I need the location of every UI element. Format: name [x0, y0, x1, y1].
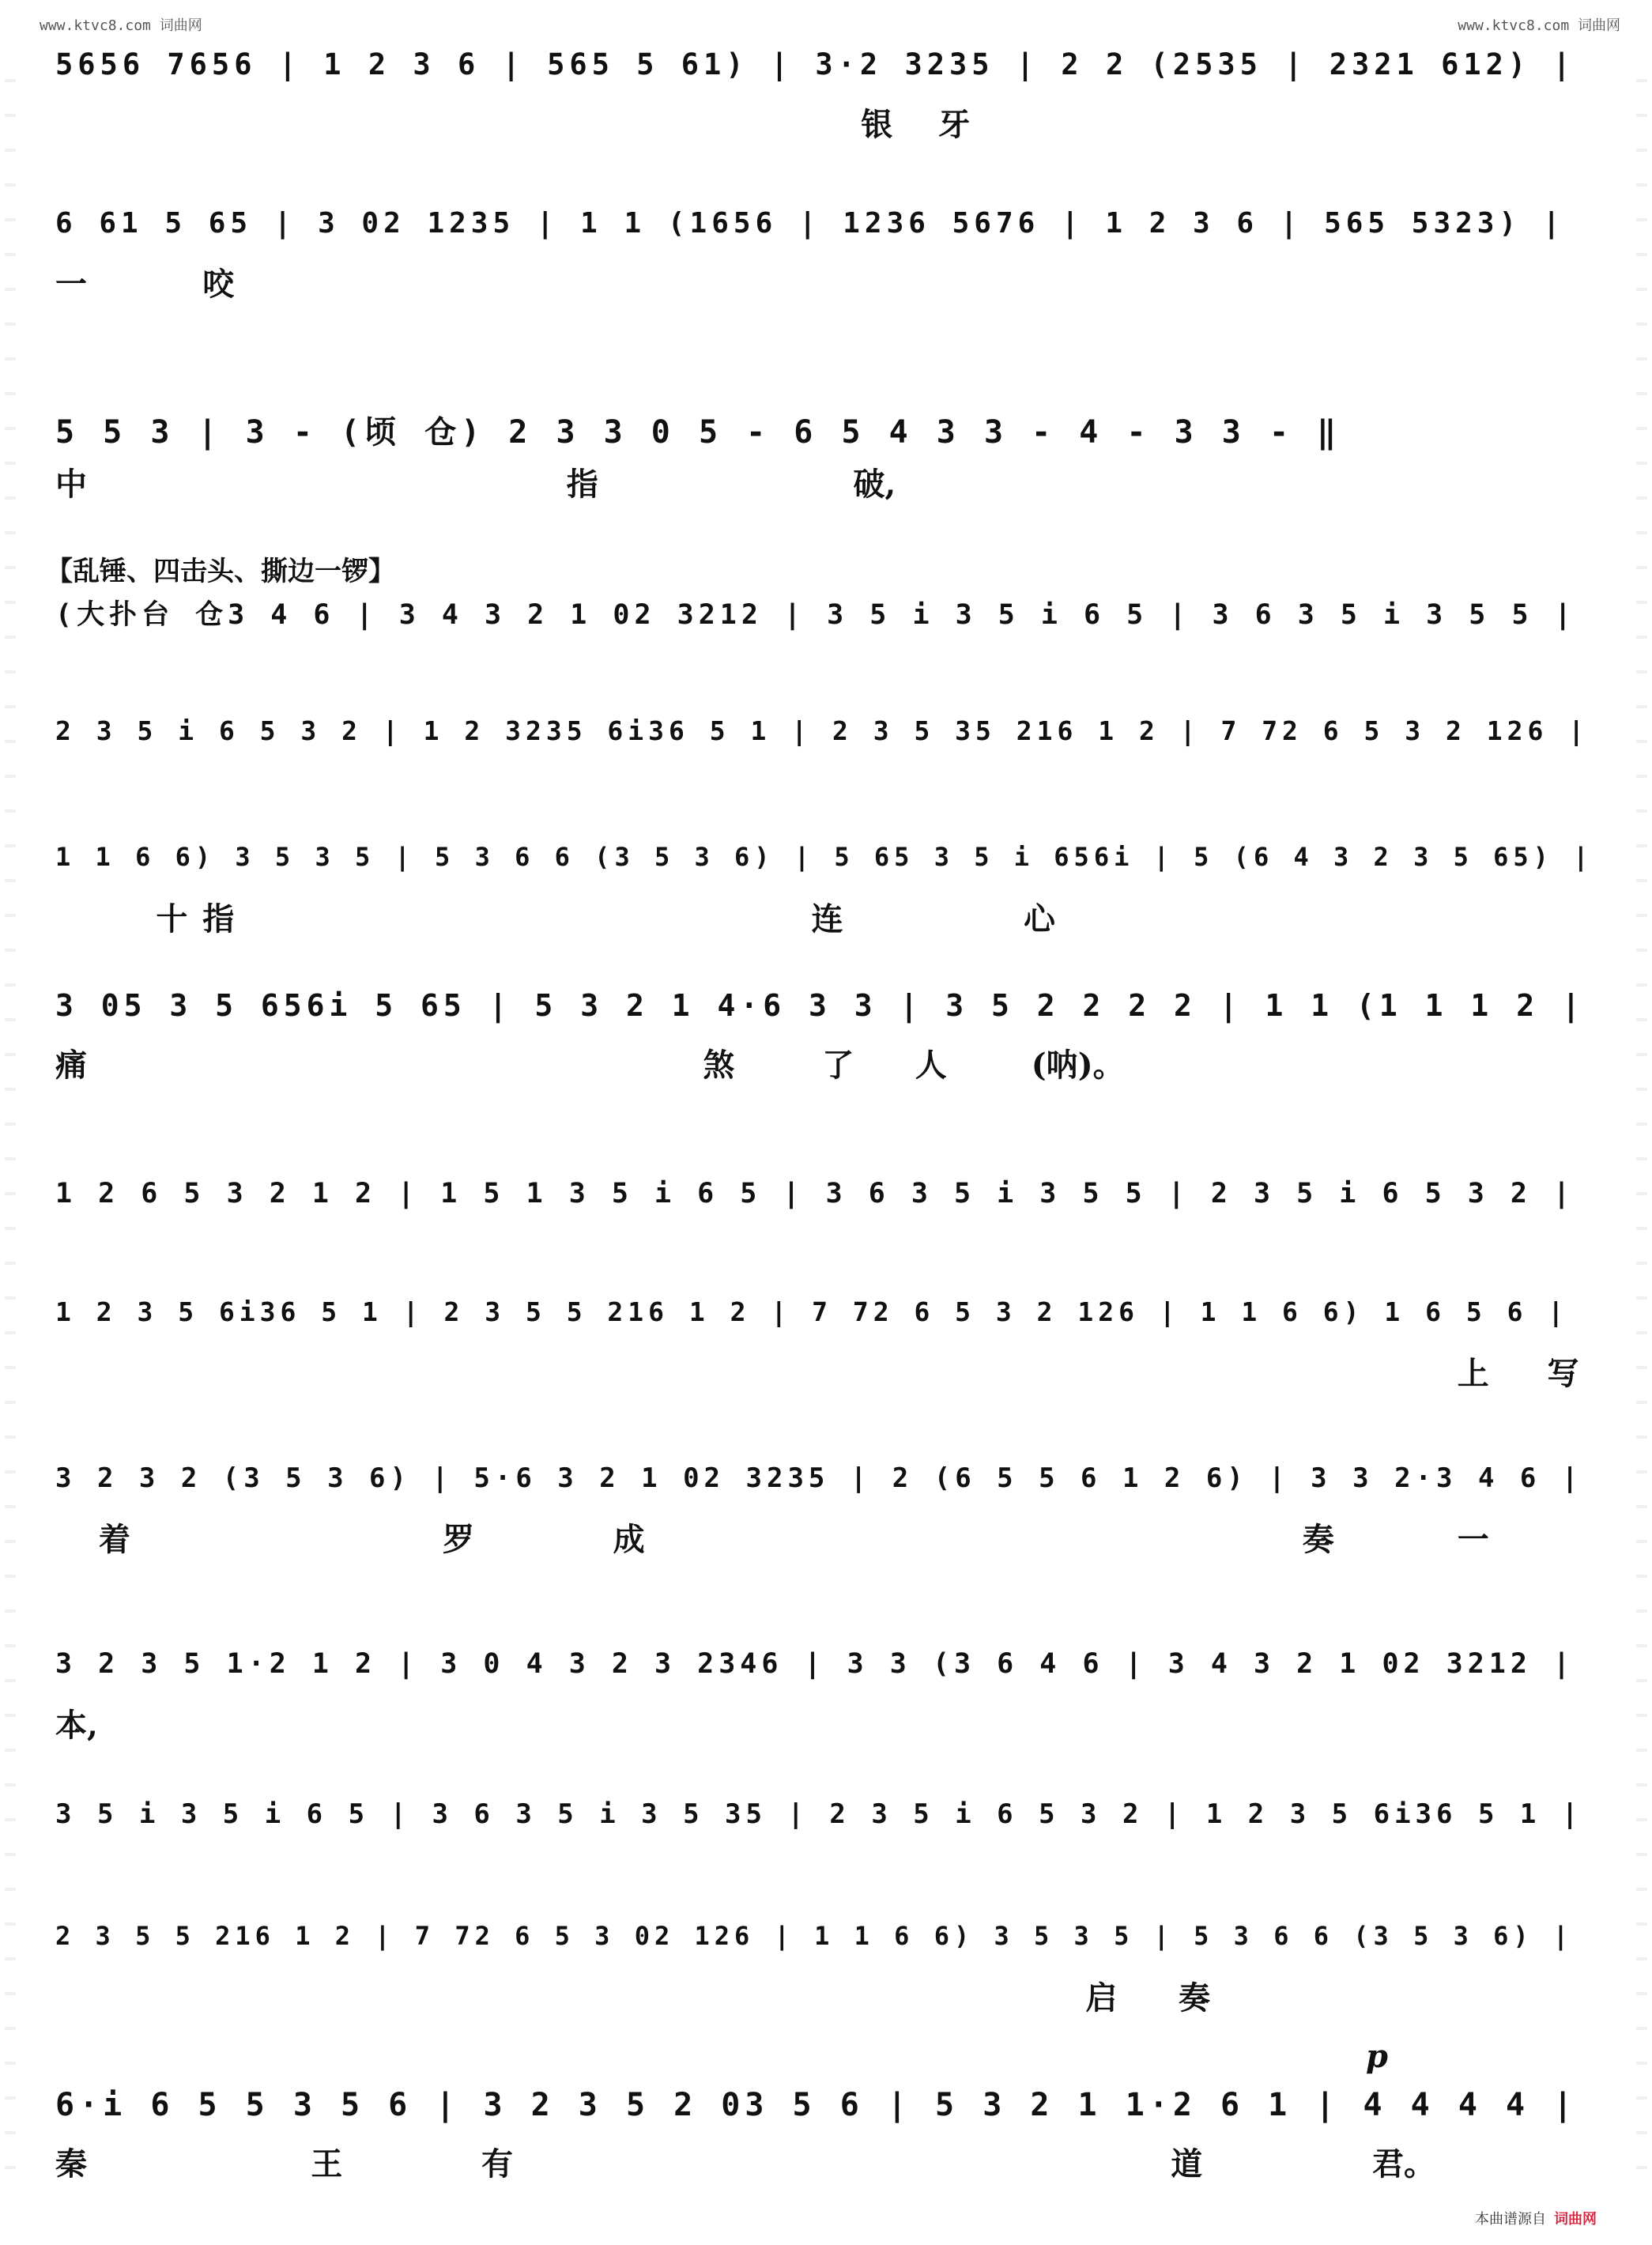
lyric-char: 指: [566, 466, 598, 503]
notation-line: 3 5 i 3 5 i 6 5 | 3 6 3 5 i 3 5 35 | 2 3 5 i 6 5 3 2 | 1 2 3 5 6i36 5 1 |: [55, 1798, 1583, 1830]
lyric-char: 了: [822, 1047, 854, 1084]
lyric-char: 奏: [1179, 1979, 1210, 2017]
header-watermark-left: www.ktvc8.com 词曲网: [40, 17, 202, 34]
lyrics-line: [55, 2139, 1605, 2187]
lyrics-line: [55, 1349, 1605, 1396]
lyric-char: 有: [481, 2145, 513, 2183]
left-margin-watermark: [5, 47, 16, 2182]
lyric-char: 中: [55, 466, 87, 503]
lyric-char: 成: [613, 1521, 645, 1558]
score-row: [55, 2087, 1605, 2245]
lyrics-line: [55, 1040, 1605, 1088]
lyric-char: 奏: [1302, 1521, 1334, 1558]
notation-line: 6 61 5 65 | 3 02 1235 | 1 1 (1656 | 1236 5676 | 1 2 3 6 | 565 5323) |: [55, 207, 1565, 240]
lyrics-line: [55, 259, 1605, 307]
lyrics-line: [55, 459, 1605, 507]
lyric-char: 上: [1457, 1355, 1489, 1392]
lyrics-line: [55, 1973, 1605, 2020]
notation-line: 3 05 3 5 656i 5 65 | 5 3 2 1 4·6 3 3 | 3 5 2 2 2 2 | 1 1 (1 1 1 2 |: [55, 988, 1585, 1023]
dynamic-marking: p: [1366, 2038, 1388, 2075]
lyric-char: 一: [55, 266, 87, 303]
lyric-char: 指: [202, 900, 235, 938]
notation-line: 2 3 5 i 6 5 3 2 | 1 2 3235 6i36 5 1 | 2 3 5 35 216 1 2 | 7 72 6 5 3 2 126 |: [55, 715, 1590, 746]
notation-line: 5 5 3 | 3 - (顷 仓) 2 3 3 0 5 - 6 5 4 3 3 - 4 - 3 3 - ‖: [55, 414, 1341, 451]
score-row: [55, 1462, 1605, 1621]
lyric-char: 牙: [938, 106, 971, 143]
header-watermark-right: www.ktvc8.com 词曲网: [1458, 17, 1620, 34]
lyric-char: 道: [1171, 2145, 1203, 2183]
lyrics-line: [55, 1700, 1605, 1748]
lyric-char: 痛: [55, 1047, 87, 1084]
lyric-char: 王: [311, 2145, 343, 2183]
score-row: [55, 407, 1605, 565]
lyric-char: 本,: [55, 1707, 98, 1744]
score-row: [55, 842, 1605, 1000]
lyric-char: 十: [156, 900, 188, 938]
source-label: 本曲谱源自: [1475, 2211, 1546, 2228]
lyrics-line: [55, 768, 1605, 815]
lyric-char: 心: [1024, 900, 1055, 938]
lyric-char: 君。: [1372, 2145, 1435, 2183]
source-credit: [1475, 2208, 1597, 2228]
notation-line: 1 1 6 6) 3 5 3 5 | 5 3 6 6 (3 5 3 6) | 5 65 3 5 i 656i | 5 (6 4 3 2 3 5 65) |: [55, 842, 1594, 872]
score-row: [55, 988, 1605, 1146]
lyric-char: 一: [1457, 1521, 1489, 1558]
lyric-char: (呐)。: [1031, 1047, 1125, 1084]
notation-line: 3 2 3 2 (3 5 3 6) | 5·6 3 2 1 02 3235 | 2 (6 5 5 6 1 2 6) | 3 3 2·3 4 6 |: [55, 1462, 1583, 1494]
lyric-char: 咬: [202, 266, 235, 303]
lyrics-line: [55, 100, 1605, 147]
lyrics-line: [55, 1230, 1605, 1277]
score-row: [55, 1648, 1605, 1806]
score-row: [55, 1296, 1605, 1455]
right-margin-watermark: [1636, 47, 1647, 2182]
notation-line: (大扑台 仓3 4 6 | 3 4 3 2 1 02 3212 | 3 5 i 3 5 i 6 5 | 3 6 3 5 i 3 5 5 |: [55, 599, 1576, 631]
lyrics-line: [55, 645, 1605, 692]
lyrics-line: [55, 1515, 1605, 1562]
source-brand: 词曲网: [1554, 2211, 1597, 2228]
notation-line: 1 2 3 5 6i36 5 1 | 2 3 5 5 216 1 2 | 7 72 6 5 3 2 126 | 1 1 6 6) 1 6 5 6 |: [55, 1296, 1569, 1327]
lyric-char: 人: [915, 1047, 947, 1084]
score-row: [55, 207, 1605, 365]
lyric-char: 启: [1085, 1979, 1118, 2017]
score-row: [55, 47, 1605, 206]
notation-line: 6·i 6 5 5 3 5 6 | 3 2 3 5 2 03 5 6 | 5 3 2 1 1·2 6 1 | 4 4 4 4 |: [55, 2087, 1578, 2123]
lyric-char: 破,: [853, 466, 896, 503]
lyric-char: 写: [1547, 1355, 1579, 1392]
lyric-char: 银: [861, 106, 893, 143]
lyric-char: 秦: [55, 2145, 87, 2183]
lyric-char: 罗: [443, 1521, 474, 1558]
lyric-char: 着: [98, 1521, 130, 1558]
notation-line: 2 3 5 5 216 1 2 | 7 72 6 5 3 02 126 | 1 1 6 6) 3 5 3 5 | 5 3 6 6 (3 5 3 6) |: [55, 1921, 1574, 1951]
lyric-char: 煞: [703, 1047, 735, 1084]
lyrics-line: [55, 894, 1605, 941]
lyrics-line: [55, 1851, 1605, 1898]
notation-line: 1 2 6 5 3 2 1 2 | 1 5 1 3 5 i 6 5 | 3 6 3 5 i 3 5 5 | 2 3 5 i 6 5 3 2 |: [55, 1178, 1575, 1209]
notation-line: 3 2 3 5 1·2 1 2 | 3 0 4 3 2 3 2346 | 3 3 (3 6 4 6 | 3 4 3 2 1 02 3212 |: [55, 1648, 1575, 1680]
notation-line: 5656 7656 | 1 2 3 6 | 565 5 61) | 3·2 3235 | 2 2 (2535 | 2321 612) |: [55, 47, 1575, 81]
lyric-char: 连: [811, 900, 843, 938]
section-title: 【乱锤、四击头、撕边一锣】: [46, 556, 395, 587]
